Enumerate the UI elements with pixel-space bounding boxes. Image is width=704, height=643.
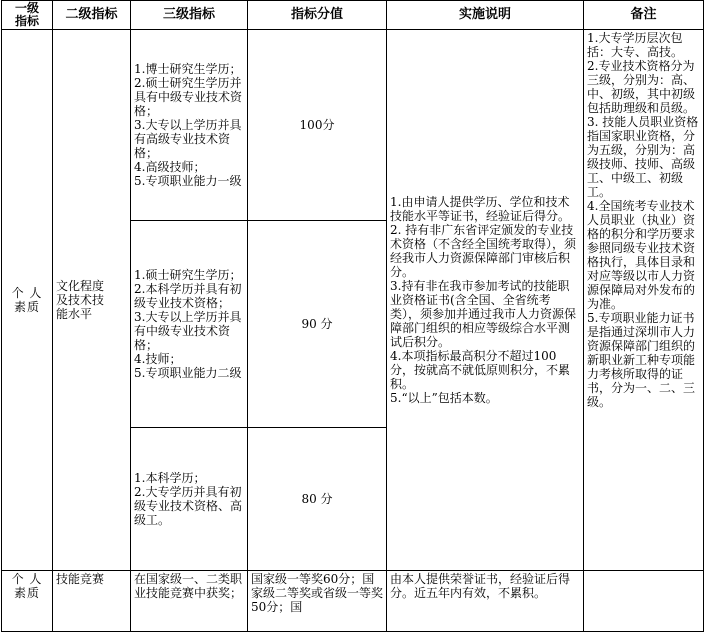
header-implementation: 实施说明 (387, 1, 584, 30)
table-row (2, 30, 704, 221)
score-cell: 80 分 (248, 428, 387, 571)
table-row (2, 571, 704, 632)
criteria-cell: 1.硕士研究生学历； 2.本科学历并具有初级专业技术资格； 3.大专以上学历并具有中级专业技术资格； 4.技师； 5.专项职业能力二级 (131, 221, 248, 428)
level2-cell: 文化程度 及技术技 能水平 (53, 30, 131, 571)
criteria-cell: 在国家级一、二类职业技能竞赛中获奖； (131, 571, 248, 632)
score-cell: 100分 (248, 30, 387, 221)
implementation-cell: 由本人提供荣誉证书，经验证后得分。近五年内有效，不累积。 (387, 571, 584, 632)
score-cell: 90 分 (248, 221, 387, 428)
header-row (2, 1, 704, 30)
score-cell: 国家级一等奖60分；国家级二等奖或省级一等奖50分；国 (248, 571, 387, 632)
level2-cell: 技能竞赛 (53, 571, 131, 632)
remarks-cell: 1.大专学历层次包括：大专、高技。 2.专业技术资格分为三级，分别为：高、中、初级，其中初级包括助理级和员级。 3. 技能人员职业资格指国家职业资格，分为五级，分别为：高级技师、技师、高级工、中级工、初级工。 4.全国统考专业技术人员职业（执业）资格的积分和学历要求参照同级专业技术资格执行，具体目录和对应等级以市人力资源保障局对外发布的为准。 5.专项职业能力证书是指通过深圳市人力资源保障部门组织的新职业新工种专项能力考核所取得的证书，分为一、二、三级。 (584, 30, 704, 571)
header-level2: 二级指标 (53, 1, 131, 30)
criteria-cell: 1.本科学历； 2.大专学历并具有初级专业技术资格、高级工。 (131, 428, 248, 571)
header-level1: 一级 指标 (2, 1, 53, 30)
points-table (1, 0, 704, 632)
implementation-cell: 1.由申请人提供学历、学位和技术技能水平等证书，经验证后得分。 2. 持有非广东省评定颁发的专业技术资格（不含经全国统考取得），须经我市人力资源保障部门审核后积分。 3.持有非在我市参加考试的技能职业资格证书(含全国、全省统考类），须参加并通过我市人力资源保障部门组织的相应等级综合水平测试后积分。 4.本项指标最高积分不超过100分，按就高不就低原则积分，不累积。 5.“以上”包括本数。 (387, 30, 584, 571)
level1-cell: 个 人 素质 (2, 30, 53, 571)
header-level3: 三级指标 (131, 1, 248, 30)
header-remarks: 备注 (584, 1, 704, 30)
criteria-cell: 1.博士研究生学历； 2.硕士研究生学历并具有中级专业技术资格； 3.大专以上学历并具有高级专业技术资格； 4.高级技师； 5.专项职业能力一级 (131, 30, 248, 221)
level1-cell: 个 人 素质 (2, 571, 53, 632)
header-score: 指标分值 (248, 1, 387, 30)
remarks-cell (584, 571, 704, 632)
